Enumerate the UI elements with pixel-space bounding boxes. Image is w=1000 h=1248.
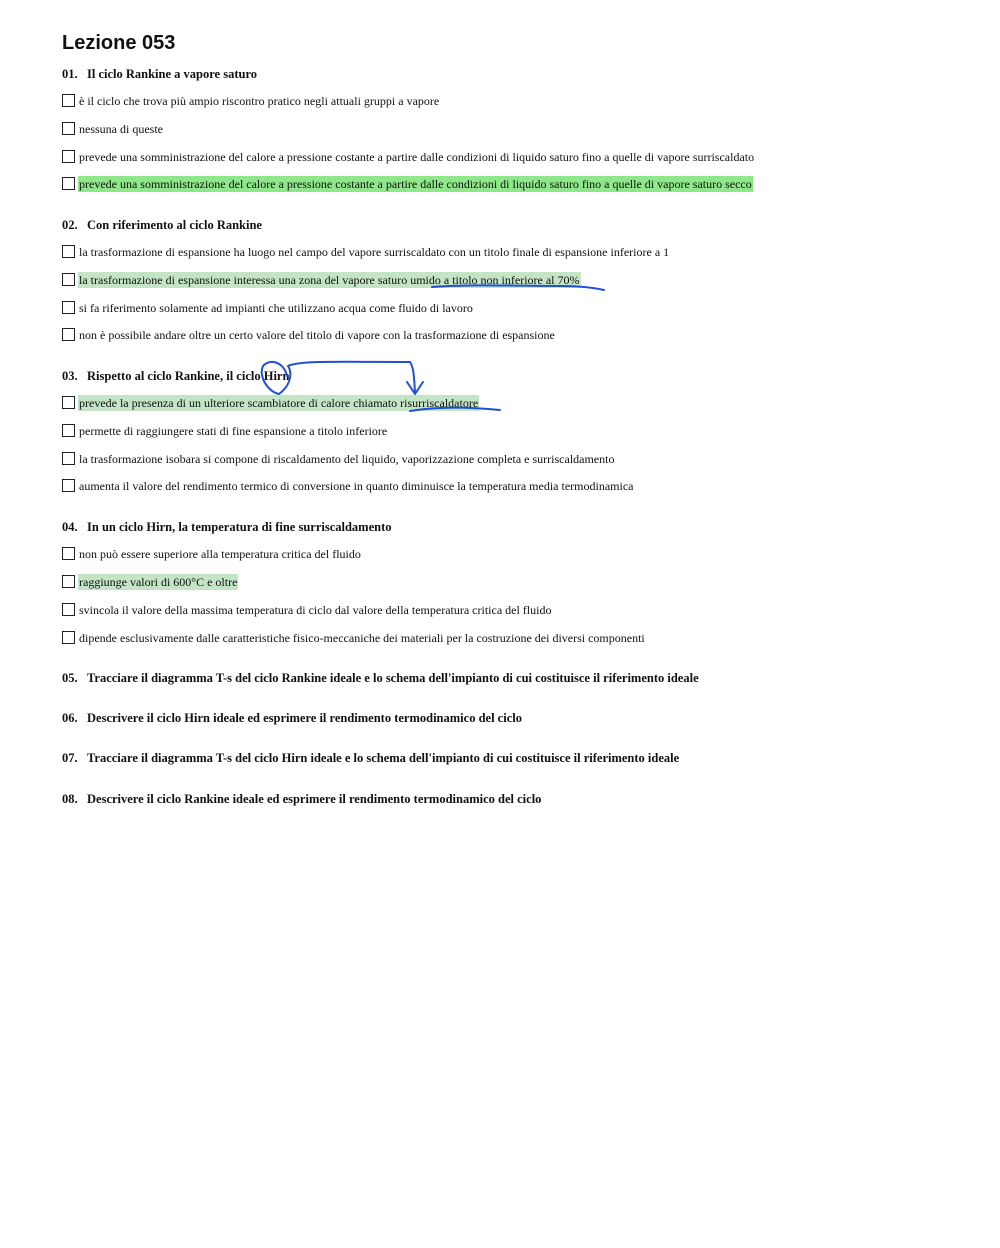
option-text-highlighted: prevede una somministrazione del calore a pressione costante a partire dalle condizioni di liquido saturo fino a quelle di vapore saturo secco: [79, 176, 752, 191]
question-text: Tracciare il diagramma T-s del ciclo Rankine ideale e lo schema dell'impianto di cui costituisce il riferimento ideale: [87, 671, 699, 685]
question-number: 01.: [62, 67, 78, 81]
question-number: 04.: [62, 520, 78, 534]
checkbox[interactable]: [62, 245, 75, 258]
question-number: 07.: [62, 751, 78, 765]
option-text: non può essere superiore alla temperatura critica del fluido: [79, 546, 361, 561]
option-text: prevede una somministrazione del calore a pressione costante a partire dalle condizioni di liquido saturo fino a quelle di vapore surriscaldato: [79, 149, 755, 164]
question-01-heading: [62, 66, 257, 82]
checkbox[interactable]: [62, 328, 75, 341]
question-text: Il ciclo Rankine a vapore saturo: [87, 67, 258, 81]
checkbox[interactable]: [62, 177, 75, 190]
question-number: 08.: [62, 792, 78, 806]
question-01-option-1[interactable]: [62, 92, 440, 109]
question-02-option-2[interactable]: [62, 271, 581, 288]
question-06-heading: [62, 710, 522, 726]
question-text: Descrivere il ciclo Hirn ideale ed esprimere il rendimento termodinamico del ciclo: [87, 711, 522, 725]
checkbox[interactable]: [62, 479, 75, 492]
option-text-highlighted: prevede la presenza di un ulteriore scambiatore di calore chiamato risurriscaldatore: [79, 395, 479, 410]
pen-arrowhead-q03: [407, 382, 423, 394]
question-05-heading: [62, 670, 699, 686]
option-text-highlighted: raggiunge valori di 600°C e oltre: [79, 574, 238, 589]
checkbox[interactable]: [62, 452, 75, 465]
checkbox[interactable]: [62, 603, 75, 616]
checkbox[interactable]: [62, 631, 75, 644]
question-02-option-4[interactable]: [62, 326, 556, 343]
question-02-option-1[interactable]: [62, 243, 670, 260]
question-03-option-4[interactable]: [62, 477, 634, 494]
checkbox[interactable]: [62, 575, 75, 588]
question-number: 02.: [62, 218, 78, 232]
question-04-option-3[interactable]: [62, 601, 552, 618]
option-text: aumenta il valore del rendimento termico di conversione in quanto diminuisce la temperatura media termodinamica: [79, 478, 634, 493]
question-02-heading: [62, 217, 262, 233]
question-03-option-1[interactable]: [62, 394, 479, 411]
question-text: Descrivere il ciclo Rankine ideale ed esprimere il rendimento termodinamico del ciclo: [87, 792, 542, 806]
option-text: nessuna di queste: [79, 121, 163, 136]
checkbox[interactable]: [62, 150, 75, 163]
question-04-option-4[interactable]: [62, 629, 646, 646]
checkbox[interactable]: [62, 424, 75, 437]
question-03-option-3[interactable]: [62, 450, 615, 467]
question-03-heading: [62, 368, 289, 384]
checkbox[interactable]: [62, 301, 75, 314]
question-01-option-3[interactable]: [62, 148, 755, 165]
question-07-heading: [62, 750, 679, 766]
question-04-heading: [62, 519, 392, 535]
option-text: la trasformazione di espansione ha luogo nel campo del vapore surriscaldato con un titolo finale di espansione inferiore a 1: [79, 244, 670, 259]
question-04-option-1[interactable]: [62, 545, 362, 562]
question-08-heading: [62, 791, 541, 807]
option-text: dipende esclusivamente dalle caratteristiche fisico-meccaniche dei materiali per la costruzione dei diversi componenti: [79, 630, 645, 645]
option-text: non è possibile andare oltre un certo valore del titolo di vapore con la trasformazione di espansione: [79, 327, 555, 342]
checkbox[interactable]: [62, 94, 75, 107]
checkbox[interactable]: [62, 122, 75, 135]
question-01-option-2[interactable]: [62, 120, 164, 137]
question-text: Tracciare il diagramma T-s del ciclo Hirn ideale e lo schema dell'impianto di cui costituisce il riferimento ideale: [87, 751, 680, 765]
question-number: 05.: [62, 671, 78, 685]
question-01-option-4[interactable]: [62, 175, 753, 192]
checkbox[interactable]: [62, 547, 75, 560]
question-02-option-3[interactable]: [62, 299, 474, 316]
option-text: è il ciclo che trova più ampio riscontro pratico negli attuali gruppi a vapore: [79, 93, 440, 108]
question-text: In un ciclo Hirn, la temperatura di fine surriscaldamento: [87, 520, 392, 534]
option-text: permette di raggiungere stati di fine espansione a titolo inferiore: [79, 423, 388, 438]
question-text: Rispetto al ciclo Rankine, il ciclo Hirn: [87, 369, 290, 383]
checkbox[interactable]: [62, 273, 75, 286]
page-title: Lezione 053: [62, 32, 176, 54]
question-text: Con riferimento al ciclo Rankine: [87, 218, 262, 232]
option-text-highlighted: la trasformazione di espansione interessa una zona del vapore saturo umido a titolo non inferiore al 70%: [79, 272, 580, 287]
option-text: si fa riferimento solamente ad impianti che utilizzano acqua come fluido di lavoro: [79, 300, 473, 315]
question-number: 03.: [62, 369, 78, 383]
question-number: 06.: [62, 711, 78, 725]
option-text: svincola il valore della massima temperatura di ciclo dal valore della temperatura critica del fluido: [79, 602, 552, 617]
checkbox[interactable]: [62, 396, 75, 409]
question-04-option-2[interactable]: [62, 573, 238, 590]
option-text: la trasformazione isobara si compone di riscaldamento del liquido, vaporizzazione completa e surriscaldamento: [79, 451, 615, 466]
question-03-option-2[interactable]: [62, 422, 388, 439]
